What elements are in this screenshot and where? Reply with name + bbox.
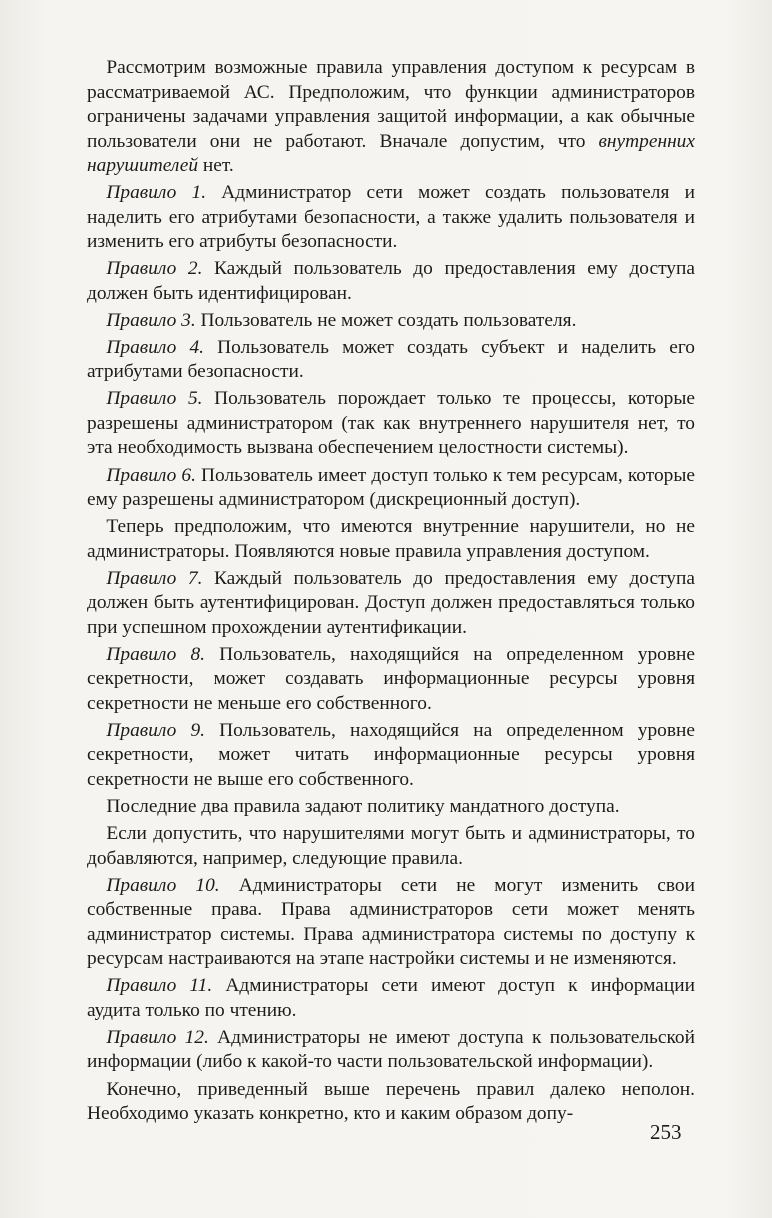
rule-label: Правило 9. [106, 719, 205, 741]
rule-text: Пользователь имеет доступ только к тем ресурсам, которые ему разрешены администратором (дискреционный доступ). [87, 464, 695, 511]
internal-violators-paragraph [87, 515, 695, 564]
rule-label: Правило 6. [106, 464, 196, 486]
italic-phrase: внутренних нарушителей [87, 130, 695, 176]
rule-text: Администраторы сети не могут изменить свои собственные права. Права администраторов сети может менять администратор системы. Права администратора системы по доступу к ресурсам настраиваются на этапе настройки системы и не изменяются. [87, 874, 695, 970]
rule-text: Пользователь, находящийся на определенном уровне секретности, может читать информационные ресурсы уровня секретности не выше его собственного. [87, 719, 695, 790]
rule-7 [87, 567, 695, 641]
paragraph-text: Если допустить, что нарушителями могут быть и администраторы, то добавляются, например, следующие правила. [87, 823, 695, 869]
rule-label: Правило 2. [106, 258, 203, 280]
admins-violators-paragraph [87, 822, 695, 871]
rule-1 [87, 181, 695, 255]
rule-text: Пользователь порождает только те процессы, которые разрешены администратором (так как внутреннего нарушителя нет, то эта необходимость вызвана обеспечением целостности системы). [87, 388, 695, 459]
rule-2 [87, 257, 695, 306]
rule-3 [87, 309, 695, 334]
paragraph-text: Рассмотрим возможные правила управления доступом к ресурсам в рассматриваемой АС. Предположим, что функции администраторов ограничены задачами управления защитой информации, а как обычные пользователи они не работают. Вначале допустим, что [87, 57, 695, 152]
rule-text: Каждый пользователь до предоставления ему доступа должен быть аутентифицирован. Доступ должен предоставляться только при успешном прохождении аутентификации. [87, 567, 695, 638]
rule-label: Правило 5. [106, 388, 203, 410]
rule-4 [87, 336, 695, 385]
rule-text: Администратор сети может создать пользователя и наделить его атрибутами безопасности, а также удалить пользователя и изменить его атрибуты безопасности. [87, 182, 695, 253]
rule-text: Пользователь не может создать пользователя. [195, 309, 577, 331]
mandatory-access-paragraph [87, 795, 695, 820]
rule-label: Правило 10. [106, 874, 220, 896]
page-number: 253 [650, 1120, 682, 1144]
rule-text: Каждый пользователь до предоставления ему доступа должен быть идентифицирован. [87, 258, 695, 304]
paragraph-text: Последние два правила задают политику мандатного доступа. [106, 796, 620, 818]
rule-11 [87, 974, 695, 1023]
rule-label: Правило 7. [106, 567, 203, 589]
rule-label: Правило 4. [106, 336, 204, 358]
rule-label: Правило 1. [106, 182, 207, 204]
rule-label: Правило 8. [106, 643, 205, 665]
rule-text: Администраторы не имеют доступа к пользовательской информации (либо к какой-то части пользовательской информации). [87, 1026, 695, 1073]
intro-paragraph [87, 56, 695, 179]
rule-10 [87, 874, 695, 972]
closing-paragraph [87, 1078, 695, 1127]
rule-5 [87, 387, 695, 461]
rule-label: Правило 12. [106, 1026, 209, 1048]
paragraph-tail: нет. [198, 155, 234, 176]
rule-label: Правило 11. [106, 975, 213, 997]
paragraph-text: Конечно, приведенный выше перечень правил далеко неполон. Необходимо указать конкретно, кто и каким образом допу- [87, 1078, 695, 1124]
rule-label: Правило 3. [106, 309, 196, 331]
paragraph-text: Теперь предположим, что имеются внутренние нарушители, но не администраторы. Появляются новые правила управления доступом. [87, 516, 695, 562]
page-body [87, 56, 695, 1129]
rule-8 [87, 643, 695, 717]
rule-text: Администраторы сети имеют доступ к информации аудита только по чтению. [87, 975, 695, 1021]
rule-text: Пользователь, находящийся на определенном уровне секретности, может создавать информационные ресурсы уровня секретности не меньше его собственного. [87, 643, 695, 714]
rule-text: Пользователь может создать субъект и наделить его атрибутами безопасности. [87, 336, 695, 383]
rule-9 [87, 719, 695, 793]
rule-6 [87, 464, 695, 513]
rule-12 [87, 1026, 695, 1075]
